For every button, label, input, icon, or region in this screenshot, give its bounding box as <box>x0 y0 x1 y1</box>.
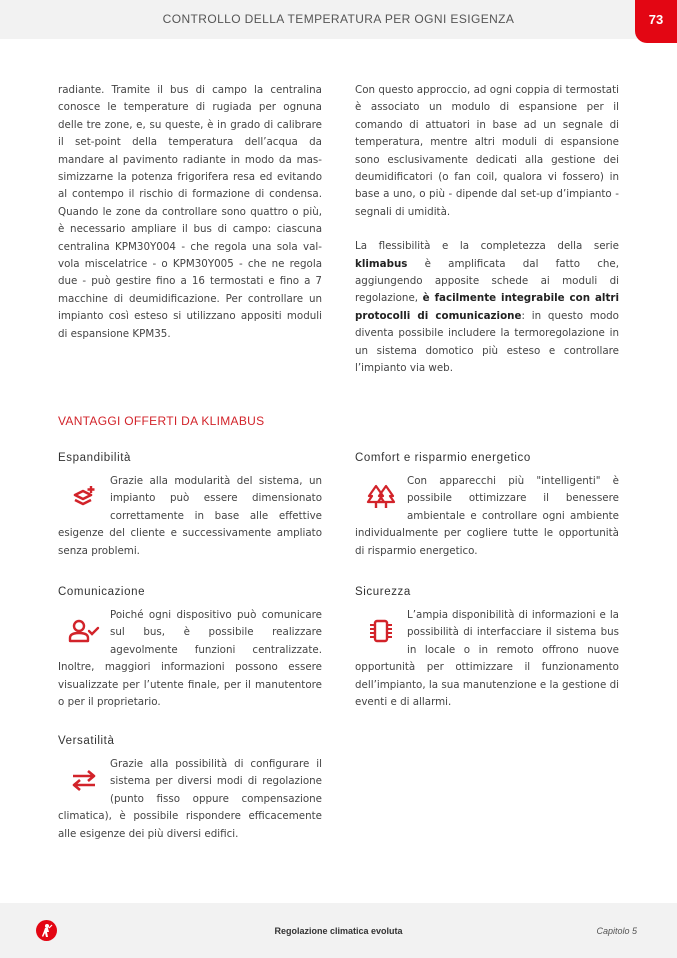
right-paragraph-1: Con questo approccio, ad ogni coppia di termostati è associato un modulo di espansione per il comando di attuatori in base ad un segnale di temperatura, mentre altri moduli di espansione sono esclusivamente dedicati alla gestione dei deumidificatori (o fan coil, qualora vi fossero) in base a uno, o più - dipende dal set-up d’impianto - segnali di umidità. <box>355 84 619 218</box>
feature-text: Con apparecchi più "intelligenti" è possibile ottimizzare il benessere ambientale e controllare ogni ambiente individualmente per cogliere tutte le opportunità di risparmio energetico. <box>355 475 619 557</box>
footer-title: Regolazione climatica evoluta <box>274 926 403 936</box>
trees-icon <box>355 473 407 521</box>
page-number-badge: 73 <box>635 0 677 43</box>
layers-plus-icon <box>58 473 110 521</box>
feature-text: Poiché ogni dispositivo può comunicare sul bus, è possibile realizzare agevolmente funzioni centralizzate. Inoltre, maggiori informazioni possono essere visualizzate per l’utente finale, per il manutentore o per il proprietario. <box>58 609 322 709</box>
chapter-label: Capitolo 5 <box>596 926 637 936</box>
integration-bold: è facilmente integrabile con altri protocolli di comunicazione <box>355 292 619 322</box>
header-title: CONTROLLO DELLA TEMPERATURA PER OGNI ESIGENZA <box>162 12 515 26</box>
feature-sicurezza <box>355 586 619 711</box>
right-paragraph-2 <box>355 238 619 377</box>
feature-text: Grazie alla modularità del sistema, un impianto può essere dimensionato correttamente in base alle effettive esigenze del cliente e successivamente ampliato senza problemi. <box>58 475 322 557</box>
right-column-text <box>355 82 619 378</box>
feature-title: Comfort e risparmio energetico <box>355 452 531 464</box>
left-column-text <box>58 82 322 343</box>
feature-comfort <box>355 452 619 560</box>
feature-title: Sicurezza <box>355 586 411 598</box>
page-header <box>0 0 677 39</box>
feature-title: Versatilità <box>58 735 115 747</box>
feature-title: Comunicazione <box>58 586 146 598</box>
user-check-icon <box>58 607 110 655</box>
feature-text: Grazie alla possibilità di configurare il sistema per diversi modi di regolazione (punto fisso oppure compensazione climatica), è possibile rispondere efficacemente alle esigenze dei più diversi edifici. <box>58 758 322 840</box>
text-span: La flessibilità e la completezza della serie <box>355 240 619 253</box>
text-span: è amplificata dal fatto che, aggiungendo apposite schede ai moduli di regolazione, <box>355 257 619 305</box>
feature-title: Espandibilità <box>58 452 132 464</box>
swap-arrows-icon <box>58 756 110 804</box>
feature-text: L’ampia disponibilità di informazioni e la possibilità di interfacciare il sistema bus in locale o in remoto offrono nuove opportunità per ottimizzare il funzionamento dell’impianto, la sua manutenzione e la gestione di eventi e di allarmi. <box>355 609 619 709</box>
feature-comunicazione <box>58 586 322 711</box>
section-title: VANTAGGI OFFERTI DA KLIMABUS <box>58 414 265 428</box>
left-paragraph: radiante. Tramite il bus di campo la centralina conosce le temperature di rugiada per ognuna delle tre zone, e, su queste, è in grado di calibrare il set-point della temperatura dell’acqua da mandare al pavimento radiante in modo da massimizzarne la potenza frigorifera resa ed evitando al contempo il rischio di formazione di condensa. Quando le zone da controllare sono quattro o più, è necessario ampliare il bus di campo: ciascuna centralina KPM30Y004 - che regola una sola valvola miscelatrice - o KPM30Y005 - che ne regola due - può gestire fino a 16 termostati e fino a 7 macchine di deumidificazione. Per controllare un impianto così esteso si utilizzano appositi moduli di espansione KPM35. <box>58 84 322 340</box>
page-footer <box>0 903 677 958</box>
text-span: : in questo modo diventa possibile includere la termoregolazione in un sistema domotico più esteso e controllare l’impianto via web. <box>355 309 619 375</box>
klimabus-bold: klimabus <box>355 257 408 270</box>
chip-icon <box>355 607 407 655</box>
feature-espandibilita <box>58 452 322 560</box>
feature-versatilita <box>58 735 322 843</box>
